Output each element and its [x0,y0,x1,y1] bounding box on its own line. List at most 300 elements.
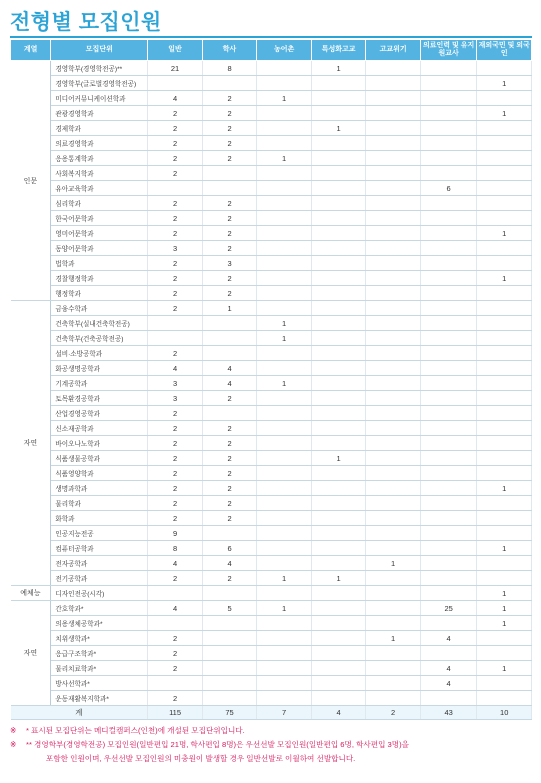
quota-cell: 1 [311,121,366,136]
quota-cell [148,181,203,196]
total-cell: 2 [366,706,421,720]
quota-cell [420,406,477,421]
quota-cell: 2 [148,436,203,451]
quota-cell [420,556,477,571]
unit-cell: 물리학과 [51,496,148,511]
quota-cell [420,391,477,406]
quota-cell [477,631,532,646]
quota-cell: 2 [148,196,203,211]
quota-cell: 2 [202,481,257,496]
footnote-text: ** 경영학부(경영학전공) 모집인원(일반편입 21명, 학사편입 8명)은 우선선발 모집인원(일반편입 6명, 학사편입 3명)을 [26,740,409,749]
table-row [11,121,532,136]
unit-cell: 사회복지학과 [51,166,148,181]
quota-cell: 2 [202,121,257,136]
column-header: 모집단위 [51,40,148,61]
table-row [11,586,532,601]
quota-cell [477,511,532,526]
quota-cell [366,391,421,406]
quota-cell [477,196,532,211]
unit-cell: 경영학부(경영학전공)** [51,61,148,76]
quota-cell: 4 [202,376,257,391]
footnote-mark: ※ [10,726,17,735]
quota-cell: 6 [202,541,257,556]
quota-cell [257,301,312,316]
unit-cell: 전기공학과 [51,571,148,586]
quota-cell [420,331,477,346]
quota-cell [311,286,366,301]
quota-cell [311,526,366,541]
quota-cell [366,286,421,301]
quota-cell [257,286,312,301]
field-group-cell: 자연 [11,601,51,706]
quota-cell [477,676,532,691]
quota-cell [148,76,203,91]
table-row [11,391,532,406]
quota-cell [202,166,257,181]
table-row [11,151,532,166]
table-row [11,661,532,676]
quota-cell [366,211,421,226]
quota-cell [420,316,477,331]
quota-cell [477,391,532,406]
quota-cell [202,676,257,691]
quota-cell: 2 [148,646,203,661]
table-row [11,361,532,376]
quota-cell [148,331,203,346]
quota-cell [257,346,312,361]
unit-cell: 바이오나노학과 [51,436,148,451]
total-cell: 75 [202,706,257,720]
quota-cell: 3 [148,241,203,256]
quota-cell [257,211,312,226]
quota-cell [202,76,257,91]
table-row [11,256,532,271]
quota-cell [366,316,421,331]
table-header-row [11,40,532,61]
quota-cell [366,361,421,376]
quota-cell [420,511,477,526]
unit-cell: 전자공학과 [51,556,148,571]
quota-cell [202,661,257,676]
quota-cell: 2 [148,691,203,706]
quota-cell: 4 [148,91,203,106]
quota-cell: 2 [202,421,257,436]
unit-cell: 심리학과 [51,196,148,211]
unit-cell: 기계공학과 [51,376,148,391]
table-row [11,526,532,541]
quota-cell [477,256,532,271]
quota-cell [420,481,477,496]
quota-cell: 1 [477,106,532,121]
quota-cell [202,181,257,196]
table-row [11,601,532,616]
quota-cell [420,196,477,211]
quota-cell [311,646,366,661]
quota-cell: 2 [202,286,257,301]
table-row [11,571,532,586]
page-title: 전형별 모집인원 [10,11,162,34]
quota-cell [257,436,312,451]
quota-cell [366,541,421,556]
table-row [11,211,532,226]
quota-cell: 2 [148,571,203,586]
quota-cell [311,211,366,226]
quota-cell [257,106,312,121]
quota-cell [420,376,477,391]
quota-cell [148,316,203,331]
unit-cell: 설비·소방공학과 [51,346,148,361]
table-row [11,226,532,241]
quota-cell [420,121,477,136]
table-row [11,316,532,331]
quota-cell [311,691,366,706]
unit-cell: 경제학과 [51,121,148,136]
quota-cell [257,61,312,76]
quota-cell [257,691,312,706]
quota-cell: 1 [257,316,312,331]
quota-cell [366,616,421,631]
unit-cell: 경영학부(글로벌경영학전공) [51,76,148,91]
quota-cell [366,466,421,481]
quota-cell [366,151,421,166]
quota-cell [420,286,477,301]
quota-cell [148,676,203,691]
quota-cell [420,646,477,661]
table-row [11,286,532,301]
quota-cell [477,121,532,136]
quota-cell: 2 [148,286,203,301]
quota-cell [477,466,532,481]
column-header: 학사 [202,40,257,61]
quota-cell [366,256,421,271]
table-row [11,166,532,181]
quota-cell [257,451,312,466]
quota-cell: 9 [148,526,203,541]
table-row [11,331,532,346]
quota-cell [366,481,421,496]
quota-cell [257,511,312,526]
column-header: 고교위기 [366,40,421,61]
quota-cell [477,316,532,331]
quota-cell [257,496,312,511]
quota-cell: 4 [202,361,257,376]
table-row [11,406,532,421]
quota-cell [202,646,257,661]
quota-cell: 2 [202,451,257,466]
unit-cell: 미디어커뮤니케이션학과 [51,91,148,106]
quota-cell [257,121,312,136]
quota-cell [257,136,312,151]
unit-cell: 물리치료학과* [51,661,148,676]
quota-cell [311,91,366,106]
table-row [11,466,532,481]
title-divider [10,36,532,38]
quota-cell: 2 [148,301,203,316]
quota-cell [366,511,421,526]
quota-cell [311,541,366,556]
table-row [11,76,532,91]
quota-cell [311,511,366,526]
quota-cell [366,226,421,241]
quota-cell: 2 [148,346,203,361]
quota-cell [311,346,366,361]
quota-cell [311,196,366,211]
quota-cell [366,661,421,676]
unit-cell: 식품영양학과 [51,466,148,481]
table-row [11,631,532,646]
quota-cell [420,421,477,436]
quota-cell: 3 [148,376,203,391]
quota-cell [257,556,312,571]
quota-cell: 2 [148,136,203,151]
quota-cell [420,136,477,151]
quota-cell [420,616,477,631]
unit-cell: 방사선학과* [51,676,148,691]
unit-cell: 경찰행정학과 [51,271,148,286]
quota-cell [148,616,203,631]
quota-cell: 4 [148,601,203,616]
quota-cell [257,481,312,496]
unit-cell: 동양어문학과 [51,241,148,256]
field-group-cell: 인문 [11,61,51,301]
field-group-cell: 예체능 [11,586,51,601]
quota-cell [477,496,532,511]
quota-cell [311,481,366,496]
unit-cell: 인공지능전공 [51,526,148,541]
table-row [11,616,532,631]
quota-cell [311,376,366,391]
quota-cell [311,241,366,256]
quota-cell: 1 [477,661,532,676]
quota-cell: 2 [202,151,257,166]
unit-cell: 유아교육학과 [51,181,148,196]
quota-cell [257,76,312,91]
quota-cell: 2 [202,511,257,526]
quota-cell [477,61,532,76]
quota-cell: 2 [148,406,203,421]
quota-cell: 1 [257,91,312,106]
table-row [11,196,532,211]
quota-cell [202,316,257,331]
quota-cell [477,151,532,166]
quota-cell: 2 [148,496,203,511]
quota-cell: 3 [202,256,257,271]
quota-cell [420,256,477,271]
quota-cell [477,181,532,196]
quota-cell [311,436,366,451]
table-row [11,691,532,706]
quota-cell [366,691,421,706]
quota-cell [420,346,477,361]
quota-cell [311,361,366,376]
quota-cell [366,421,421,436]
quota-cell: 2 [148,271,203,286]
quota-cell [257,196,312,211]
quota-cell [311,106,366,121]
unit-cell: 화공생명공학과 [51,361,148,376]
quota-cell [311,316,366,331]
quota-cell [202,616,257,631]
quota-cell [477,361,532,376]
unit-cell: 식품생물공학과 [51,451,148,466]
footnote [10,752,535,765]
quota-cell [477,211,532,226]
quota-cell [366,61,421,76]
unit-cell: 건축학부(실내건축학전공) [51,316,148,331]
field-group-cell: 자연 [11,301,51,586]
column-header: 계열 [11,40,51,61]
quota-cell [420,271,477,286]
quota-cell [257,256,312,271]
quota-cell [366,586,421,601]
quota-cell: 1 [366,556,421,571]
quota-cell [366,136,421,151]
quota-cell [257,181,312,196]
quota-cell [477,406,532,421]
quota-cell: 2 [148,256,203,271]
quota-cell: 1 [477,481,532,496]
unit-cell: 응급구조학과* [51,646,148,661]
quota-cell [257,646,312,661]
quota-cell [420,91,477,106]
total-label: 계 [11,706,148,720]
quota-cell [311,76,366,91]
table-row [11,421,532,436]
quota-cell [257,526,312,541]
total-cell: 7 [257,706,312,720]
quota-cell: 1 [311,571,366,586]
footnote [10,738,535,751]
table-row [11,346,532,361]
quota-cell [257,226,312,241]
quota-cell [311,301,366,316]
quota-cell [477,571,532,586]
quota-cell [366,196,421,211]
quota-cell: 2 [202,571,257,586]
quota-cell: 2 [148,106,203,121]
quota-cell [477,331,532,346]
quota-cell: 4 [202,556,257,571]
quota-cell: 1 [257,601,312,616]
quota-cell: 4 [148,361,203,376]
quota-cell: 1 [257,331,312,346]
table-row [11,676,532,691]
quota-cell: 1 [311,61,366,76]
quota-cell [420,691,477,706]
quota-cell [420,76,477,91]
quota-cell: 1 [477,601,532,616]
quota-cell [366,376,421,391]
quota-cell: 2 [148,511,203,526]
quota-cell [420,151,477,166]
quota-cell: 2 [202,106,257,121]
quota-cell [311,271,366,286]
quota-cell [366,601,421,616]
quota-cell [202,691,257,706]
quota-cell [477,451,532,466]
quota-cell [257,271,312,286]
table-row [11,376,532,391]
quota-cell [202,346,257,361]
quota-cell [311,406,366,421]
quota-cell: 2 [202,196,257,211]
quota-cell: 2 [202,466,257,481]
total-cell: 43 [420,706,477,720]
quota-cell [311,631,366,646]
unit-cell: 의료경영학과 [51,136,148,151]
quota-cell: 2 [148,226,203,241]
quota-cell: 2 [148,481,203,496]
quota-cell: 25 [420,601,477,616]
quota-cell [257,676,312,691]
quota-cell [477,166,532,181]
quota-cell: 2 [202,136,257,151]
unit-cell: 건축학부(건축공학전공) [51,331,148,346]
quota-cell [420,526,477,541]
unit-cell: 금융수학과 [51,301,148,316]
table-row [11,271,532,286]
quota-cell [257,361,312,376]
quota-cell [311,421,366,436]
unit-cell: 한국어문학과 [51,211,148,226]
quota-cell [366,346,421,361]
quota-cell: 2 [202,241,257,256]
quota-cell [420,586,477,601]
quota-cell: 1 [477,586,532,601]
unit-cell: 컴퓨터공학과 [51,541,148,556]
quota-cell: 3 [148,391,203,406]
quota-cell: 1 [477,616,532,631]
quota-table [10,39,532,720]
quota-cell: 2 [148,211,203,226]
footnote-text: 포함한 인원이며, 우선선발 모집인원의 미충원이 발생할 경우 일반선발로 이월하여 선발합니다. [46,754,356,763]
quota-cell: 2 [148,631,203,646]
table-row [11,241,532,256]
quota-cell: 2 [202,391,257,406]
quota-cell [366,76,421,91]
quota-cell [202,406,257,421]
quota-cell [311,661,366,676]
quota-cell: 2 [148,151,203,166]
quota-cell: 4 [420,661,477,676]
quota-cell: 2 [148,121,203,136]
table-row [11,106,532,121]
quota-cell [311,151,366,166]
quota-cell: 8 [202,61,257,76]
unit-cell: 행정학과 [51,286,148,301]
quota-cell: 8 [148,541,203,556]
table-row [11,451,532,466]
column-header: 특성화고교 [311,40,366,61]
quota-cell: 1 [477,541,532,556]
quota-cell [311,166,366,181]
quota-cell [420,361,477,376]
quota-cell [366,271,421,286]
quota-cell [477,436,532,451]
column-header: 의료인력 및 유지원교사 [420,40,477,61]
quota-cell [257,166,312,181]
quota-cell [477,241,532,256]
quota-cell: 1 [477,76,532,91]
quota-cell [311,466,366,481]
unit-cell: 산업경영공학과 [51,406,148,421]
quota-cell [420,166,477,181]
quota-cell [366,241,421,256]
quota-cell [477,646,532,661]
quota-cell: 2 [148,421,203,436]
quota-cell [477,376,532,391]
quota-cell [366,646,421,661]
